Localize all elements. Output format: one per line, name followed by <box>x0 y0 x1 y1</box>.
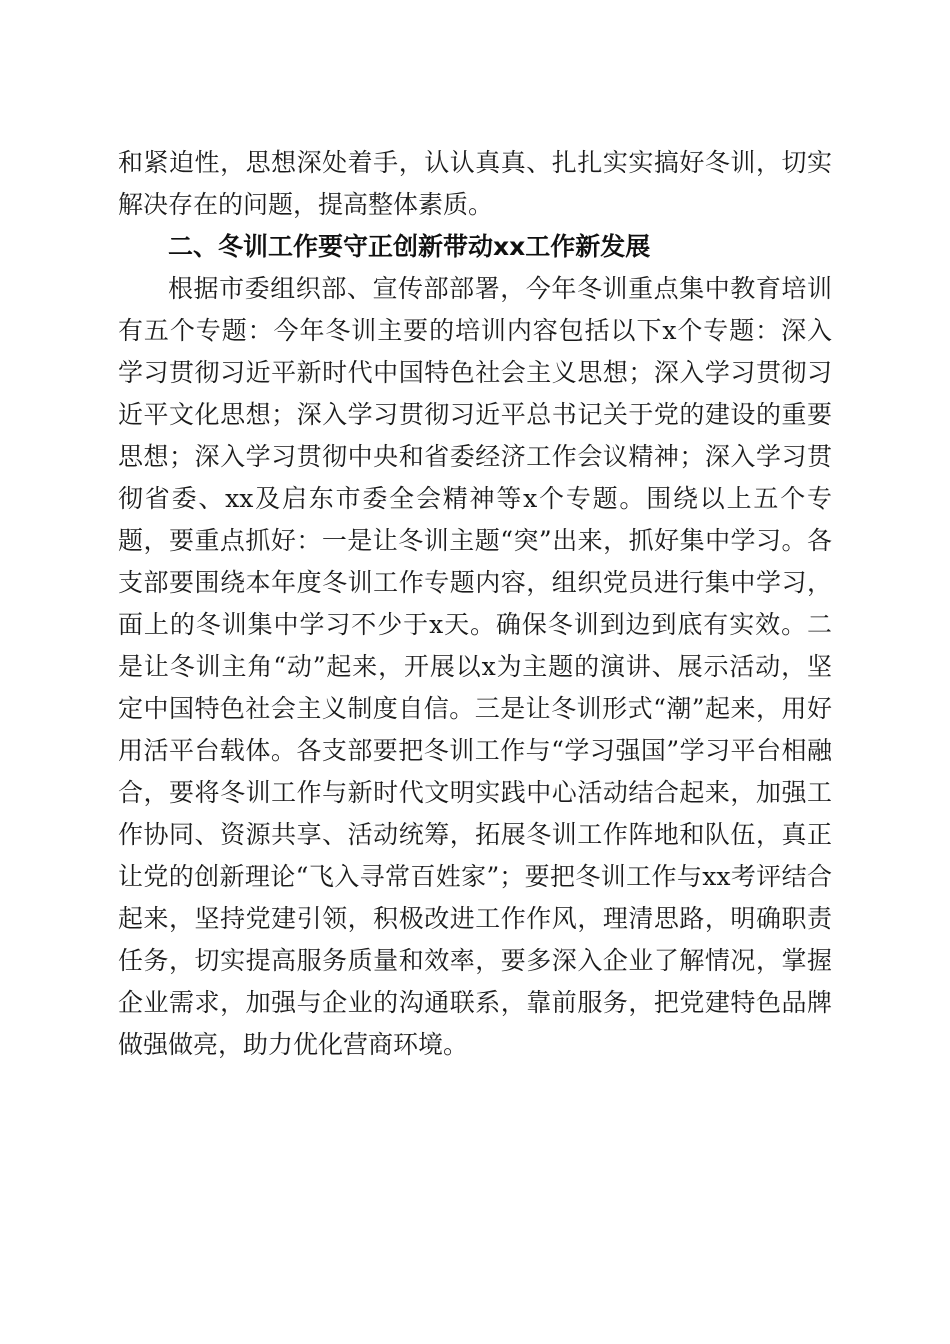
continued-paragraph: 和紧迫性，思想深处着手，认认真真、扎扎实实搞好冬训，切实解决存在的问题，提高整体素质。 <box>118 148 832 219</box>
body-paragraph: 根据市委组织部、宣传部部署，今年冬训重点集中教育培训有五个专题：今年冬训主要的培训内容包括以下x个专题：深入学习贯彻习近平新时代中国特色社会主义思想；深入学习贯彻习近平文化思想；深入学习贯彻习近平总书记关于党的建设的重要思想；深入学习贯彻中央和省委经济工作会议精神；深入学习贯彻省委、xx及启东市委全会精神等x个专题。围绕以上五个专题，要重点抓好：一是让冬训主题“突”出来，抓好集中学习。各支部要围绕本年度冬训工作专题内容，组织党员进行集中学习，面上的冬训集中学习不少于x天。确保冬训到边到底有实效。二是让冬训主角“动”起来，开展以x为主题的演讲、展示活动，坚定中国特色社会主义制度自信。三是让冬训形式“潮”起来，用好用活平台载体。各支部要把冬训工作与“学习强国”学习平台相融合，要将冬训工作与新时代文明实践中心活动结合起来，加强工作协同、资源共享、活动统筹，拓展冬训工作阵地和队伍，真正让党的创新理论“飞入寻常百姓家”；要把冬训工作与xx考评结合起来，坚持党建引领，积极改进工作作风，理清思路，明确职责任务，切实提高服务质量和效率，要多深入企业了解情况，掌握企业需求，加强与企业的沟通联系，靠前服务，把党建特色品牌做强做亮，助力优化营商环境。 <box>118 274 832 1059</box>
document-body <box>118 142 832 1066</box>
section-heading: 二、冬训工作要守正创新带动xx工作新发展 <box>168 232 651 261</box>
